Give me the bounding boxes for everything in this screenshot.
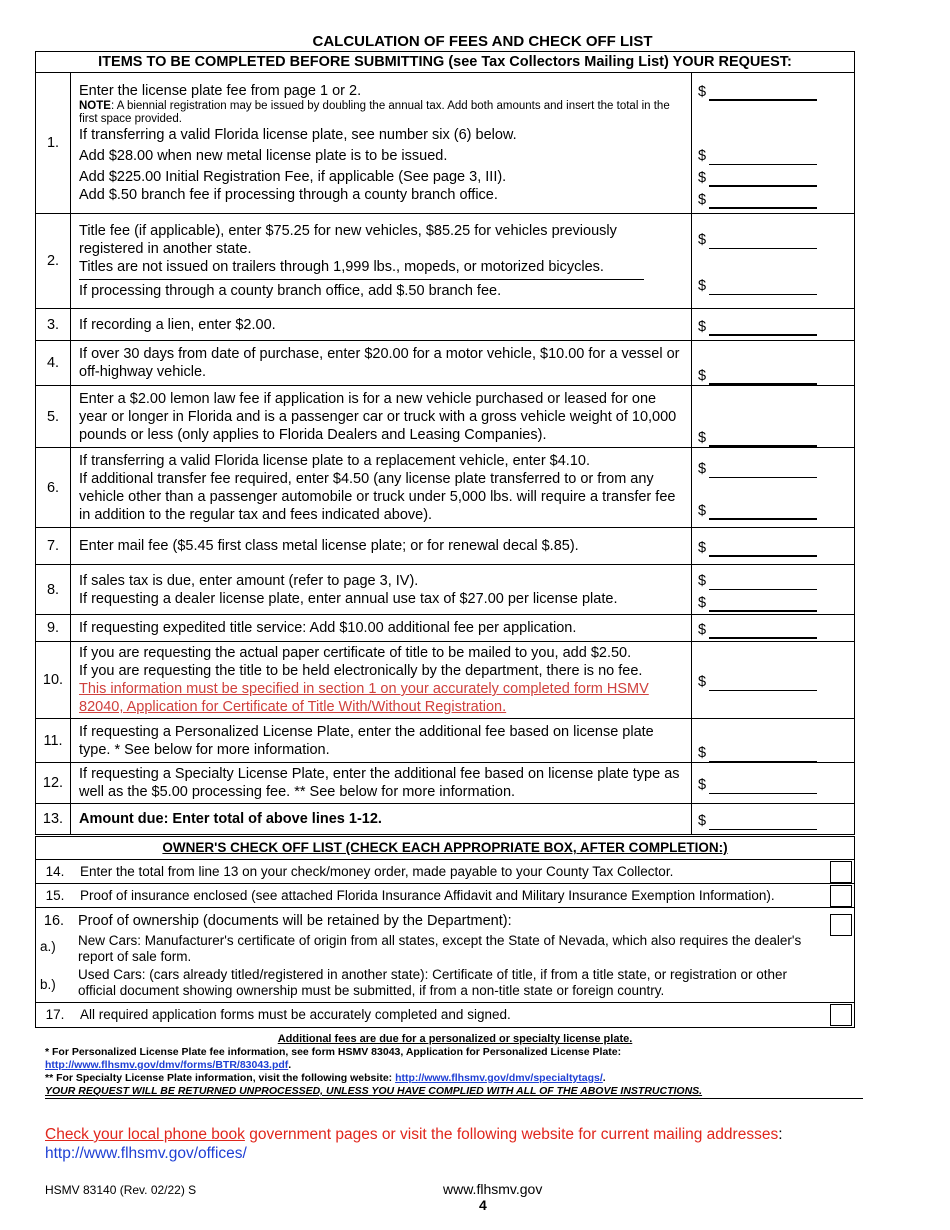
checkbox-cell <box>828 1003 855 1028</box>
row-description <box>71 448 692 528</box>
colon: : <box>778 1126 783 1143</box>
amount-field[interactable] <box>698 456 848 478</box>
amount-cell <box>692 642 855 719</box>
amount-cell <box>692 73 855 214</box>
fee-row-3 <box>36 309 855 341</box>
row-text: Enter the license plate fee from page 1 or 2. <box>79 83 362 99</box>
amount-cell <box>692 309 855 341</box>
specialty-note: ** For Specialty License Plate information, visit the following website: <box>45 1072 396 1084</box>
row-text: If processing through a county branch office, add $.50 branch fee. <box>79 283 502 299</box>
row-text: If transferring a valid Florida license plate, see number six (6) below. <box>79 127 517 143</box>
amount-cell <box>692 565 855 615</box>
row-text: If requesting a dealer license plate, enter annual use tax of $27.00 per license plate. <box>79 590 618 607</box>
dollar-sign: $ <box>698 430 707 446</box>
row-description: If requesting expedited title service: Add $10.00 additional fee per application. <box>71 615 692 642</box>
row-text: Add $28.00 when new metal license plate is to be issued. <box>79 148 448 164</box>
dollar-sign: $ <box>698 674 707 690</box>
checklist-item-16 <box>36 908 855 1003</box>
row-text: Titles are not issued on trailers through 1,999 lbs., mopeds, or motorized bicycles. <box>79 259 604 275</box>
checkbox[interactable] <box>830 914 852 936</box>
sub-label: a.) <box>40 939 56 954</box>
row-number: 10. <box>36 642 71 719</box>
row-number: 13. <box>36 804 71 835</box>
dollar-sign: $ <box>698 745 707 761</box>
address-text: government pages or visit the following website for current mailing addresses <box>244 1126 779 1143</box>
dollar-sign: $ <box>698 622 707 638</box>
footer-website: www.flhsmv.gov <box>443 1181 543 1197</box>
fee-row-12 <box>36 763 855 804</box>
mailing-address-note <box>45 1125 783 1163</box>
checklist-item-17 <box>36 1003 855 1028</box>
row-description: If over 30 days from date of purchase, enter $20.00 for a motor vehicle, $10.00 for a vessel or off-highway vehicle. <box>71 341 692 386</box>
amount-field[interactable] <box>698 617 848 639</box>
row-text: Add $.50 branch fee if processing through a county branch office. <box>79 187 498 203</box>
amount-cell <box>692 386 855 448</box>
row-text: Add $225.00 Initial Registration Fee, if applicable (See page 3, III). <box>79 169 507 185</box>
fee-row-11 <box>36 719 855 763</box>
checklist-item-15 <box>36 884 855 908</box>
amount-field[interactable] <box>698 535 848 557</box>
checkbox[interactable] <box>830 885 852 907</box>
dollar-sign: $ <box>698 318 707 335</box>
fee-row-2 <box>36 214 855 309</box>
row-number: 5. <box>36 386 71 448</box>
row-description: If recording a lien, enter $2.00. <box>71 309 692 341</box>
row-number: 12. <box>36 763 71 804</box>
row-description: Enter a $2.00 lemon law fee if application is for a new vehicle purchased or leased for one year or longer in Florida and is a passenger car or truck with a gross vehicle weight of 10,000 pounds or less (only applies to Florida Dealers and Leasing Companies). <box>71 386 692 448</box>
owner-checklist <box>35 836 855 1028</box>
dollar-sign: $ <box>698 232 707 248</box>
amount-field[interactable] <box>698 187 848 209</box>
dollar-sign: $ <box>698 84 707 100</box>
row-number: 6. <box>36 448 71 528</box>
amount-cell <box>692 719 855 763</box>
sub-label: b.) <box>40 977 56 992</box>
row-text: If sales tax is due, enter amount (refer to page 3, IV). <box>79 572 419 589</box>
sub-text-new-cars: New Cars: Manufacturer's certificate of origin from all states, except the State of Nevada, which also requires the dealer's report of sale form. <box>78 933 802 964</box>
amount-field[interactable] <box>698 568 848 590</box>
amount-field[interactable] <box>698 273 848 295</box>
row-text: If you are requesting the actual paper certificate of title to be mailed to you, add $2.50. <box>79 645 632 661</box>
fee-row-10 <box>36 642 855 719</box>
checkbox-cell <box>828 884 855 908</box>
page-number: 4 <box>479 1197 487 1213</box>
dollar-sign: $ <box>698 368 707 384</box>
row-description: If requesting a Personalized License Plate, enter the additional fee based on license plate type. * See below for more information. <box>71 719 692 763</box>
personalized-form-link[interactable]: http://www.flhsmv.gov/dmv/forms/BTR/83043.pdf <box>45 1059 289 1071</box>
row-note <box>79 100 683 126</box>
fee-row-5 <box>36 386 855 448</box>
item-number: 15. <box>36 884 75 908</box>
dollar-sign: $ <box>698 460 707 477</box>
amount-cell <box>692 341 855 386</box>
checkbox-cell <box>828 860 855 884</box>
footnotes: Additional fees are due for a personalized or specialty license plate. * For Personalized License Plate fee information, see form HSMV 83043, Application for Personalized License Plate: http://www.flhsmv.gov/dmv/forms/BTR/83043.pdf. ** For Specialty License Plate information, visit the following website: http://www.flhsmv.gov/dmv/specialtytags/. YOUR REQUEST WILL BE RETURNED UNPROCESSED, UNLESS YOU HAVE COMPLIED WITH ALL OF THE ABOVE INSTRUCTIONS. <box>45 1033 865 1099</box>
row-description <box>71 214 692 309</box>
table-header: ITEMS TO BE COMPLETED BEFORE SUBMITTING (see Tax Collectors Mailing List) YOUR REQUEST: <box>36 52 855 73</box>
row-description: Enter mail fee ($5.45 first class metal license plate; or for renewal decal $.85). <box>71 528 692 565</box>
dollar-sign: $ <box>698 170 707 186</box>
row-text: If additional transfer fee required, enter $4.50 (any license plate transferred to or from any vehicle other than a passenger automobile or truck under 5,000 lbs. will require a transfer fee in addition to the regular tax and fees indicated above). <box>79 470 676 523</box>
dollar-sign: $ <box>698 594 707 611</box>
amount-field[interactable] <box>698 363 848 385</box>
row-number: 3. <box>36 309 71 341</box>
checkbox[interactable] <box>830 861 852 883</box>
amount-field[interactable] <box>698 165 848 187</box>
dollar-sign: $ <box>698 278 707 294</box>
item-text: All required application forms must be accurately completed and signed. <box>74 1003 828 1028</box>
amount-cell <box>692 214 855 309</box>
row-description: If requesting a Specialty License Plate, enter the additional fee based on license plate type as well as the $5.00 processing fee. ** See below for more information. <box>71 763 692 804</box>
amount-cell <box>692 528 855 565</box>
row-description <box>71 73 692 214</box>
item-16-content <box>36 908 829 1003</box>
sub-text-used-cars: Used Cars: (cars already titled/registered in another state): Certificate of title, if from a title state, or registration or other official document showing ownership must be submitted, if from a non-title state or foreign country. <box>78 967 788 998</box>
additional-fees-note: Additional fees are due for a personalized or specialty license plate. <box>277 1033 633 1045</box>
fee-row-13 <box>36 804 855 835</box>
phone-book-text: Check your local phone book <box>45 1126 245 1143</box>
dollar-sign: $ <box>698 148 707 164</box>
amount-field[interactable] <box>698 590 848 612</box>
title-form-note-link[interactable]: This information must be specified in section 1 on your accurately completed form HSMV 82040, Application for Certificate of Title With/Without Registration. <box>79 681 649 715</box>
amount-due-label: Amount due: Enter total of above lines 1-12. <box>71 804 692 835</box>
fee-row-1 <box>36 73 855 214</box>
dollar-sign: $ <box>698 813 707 829</box>
page-title: CALCULATION OF FEES AND CHECK OFF LIST <box>312 33 653 50</box>
amount-field[interactable] <box>698 772 848 794</box>
amount-cell <box>692 763 855 804</box>
fee-row-8 <box>36 565 855 615</box>
warning-note: YOUR REQUEST WILL BE RETURNED UNPROCESSED, UNLESS YOU HAVE COMPLIED WITH ALL OF THE ABOVE INSTRUCTIONS. <box>45 1085 863 1099</box>
checklist-item-14 <box>36 860 855 884</box>
dollar-sign: $ <box>698 502 707 519</box>
note-label: NOTE <box>79 100 111 112</box>
row-number: 1. <box>36 73 71 214</box>
dollar-sign: $ <box>698 777 707 793</box>
row-number: 11. <box>36 719 71 763</box>
specialty-tags-link[interactable]: http://www.flhsmv.gov/dmv/specialtytags/ <box>395 1072 603 1084</box>
offices-link[interactable]: http://www.flhsmv.gov/offices/ <box>45 1145 247 1162</box>
row-description <box>71 642 692 719</box>
amount-due-field[interactable] <box>698 808 848 830</box>
checkbox[interactable] <box>830 1004 852 1026</box>
amount-field[interactable] <box>698 425 848 447</box>
row-description <box>71 565 692 615</box>
fee-row-6 <box>36 448 855 528</box>
amount-field[interactable] <box>698 143 848 165</box>
item-number: 16. <box>43 913 65 929</box>
amount-field[interactable] <box>698 227 848 249</box>
amount-field[interactable] <box>698 669 848 691</box>
item-number: 17. <box>36 1003 75 1028</box>
amount-field[interactable] <box>698 740 848 762</box>
amount-field[interactable] <box>698 314 848 336</box>
row-number: 9. <box>36 615 71 642</box>
item-text: Proof of ownership (documents will be retained by the Department): <box>78 913 512 929</box>
row-number: 7. <box>36 528 71 565</box>
dollar-sign: $ <box>698 540 707 556</box>
row-number: 4. <box>36 341 71 386</box>
fee-row-7 <box>36 528 855 565</box>
fee-row-9 <box>36 615 855 642</box>
amount-cell <box>692 448 855 528</box>
item-number: 14. <box>36 860 75 884</box>
amount-field[interactable] <box>698 498 848 520</box>
fee-table <box>35 51 855 835</box>
row-text: Title fee (if applicable), enter $75.25 for new vehicles, $85.25 for vehicles previously registered in another state. <box>79 223 617 257</box>
checklist-header: OWNER'S CHECK OFF LIST (CHECK EACH APPROPRIATE BOX, AFTER COMPLETION:) <box>36 837 855 860</box>
fee-row-4 <box>36 341 855 386</box>
note-text: : A biennial registration may be issued by doubling the annual tax. Add both amounts and insert the total in the first space provided. <box>79 100 670 125</box>
amount-cell <box>692 615 855 642</box>
form-id: HSMV 83140 (Rev. 02/22) S <box>45 1183 197 1197</box>
amount-cell <box>692 804 855 835</box>
item-text: Proof of insurance enclosed (see attached Florida Insurance Affidavit and Military Insurance Exemption Information). <box>74 884 828 908</box>
row-number: 2. <box>36 214 71 309</box>
row-text: If transferring a valid Florida license plate to a replacement vehicle, enter $4.10. <box>79 452 590 469</box>
amount-field[interactable] <box>698 79 848 101</box>
row-text: If you are requesting the title to be held electronically by the department, there is no fee. <box>79 663 643 679</box>
dollar-sign: $ <box>698 572 707 589</box>
personalized-note: * For Personalized License Plate fee information, see form HSMV 83043, Application for Personalized License Plate: <box>45 1046 622 1058</box>
row-number: 8. <box>36 565 71 615</box>
dollar-sign: $ <box>698 192 707 208</box>
checkbox-cell <box>828 908 855 1003</box>
item-text: Enter the total from line 13 on your check/money order, made payable to your County Tax Collector. <box>74 860 828 884</box>
